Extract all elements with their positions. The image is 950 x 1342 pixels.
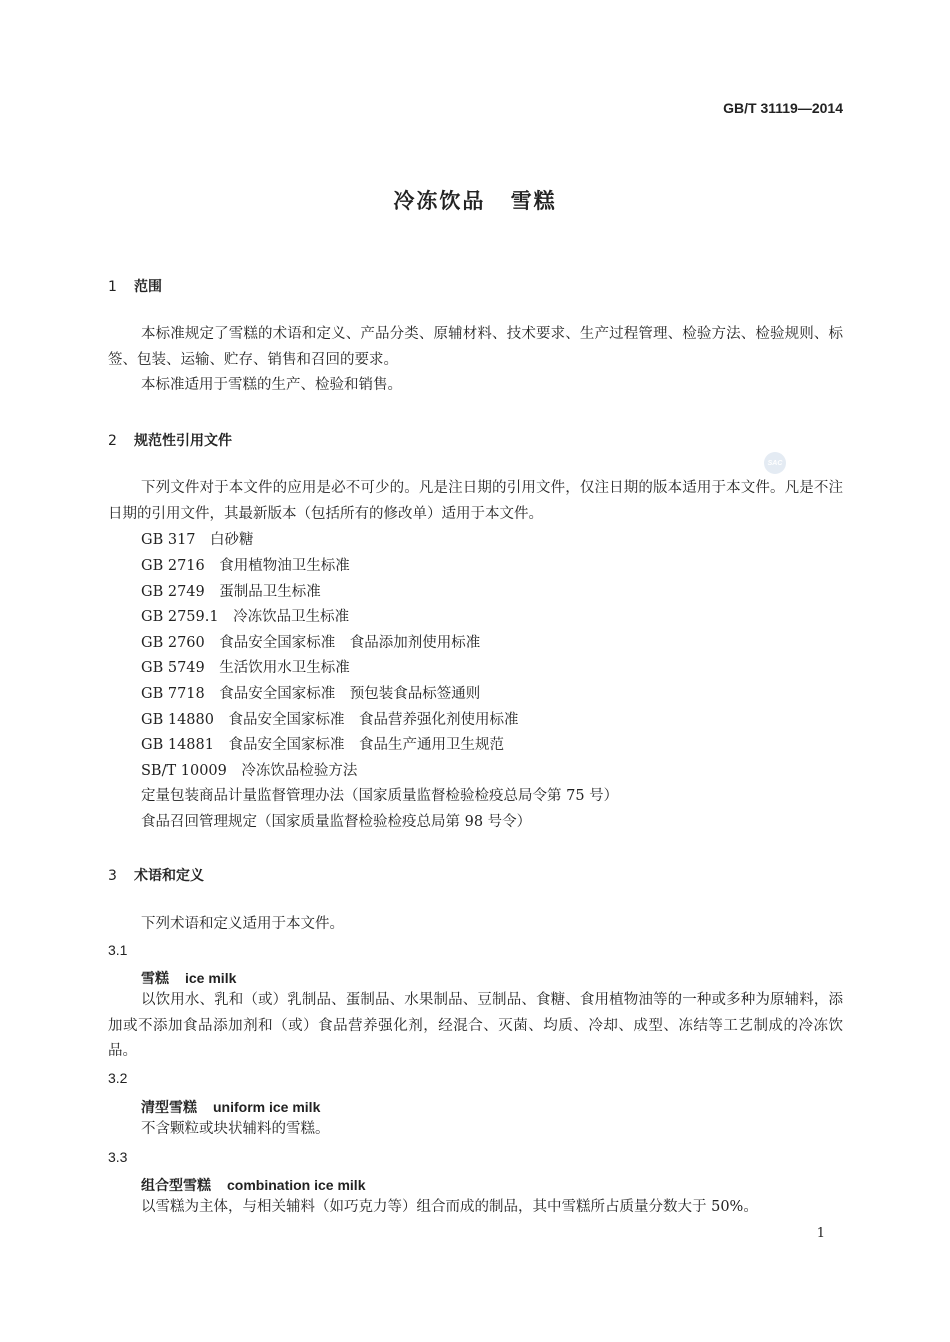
reference-item: GB 2749 蛋制品卫生标准 xyxy=(141,584,321,600)
reference-item: GB 14880 食品安全国家标准 食品营养强化剂使用标准 xyxy=(141,712,519,728)
scope-paragraph-2: 本标准适用于雪糕的生产、检验和销售。 xyxy=(141,377,402,393)
reference-item: GB 5749 生活饮用水卫生标准 xyxy=(141,660,350,676)
term-heading xyxy=(141,968,236,988)
reference-item: GB 7718 食品安全国家标准 预包装食品标签通则 xyxy=(141,686,481,702)
section-number: 3 xyxy=(108,868,117,884)
reference-item: 食品召回管理规定（国家质量监督检验检疫总局第 98 号令） xyxy=(141,814,532,830)
reference-item: GB 2759.1 冷冻饮品卫生标准 xyxy=(141,609,350,625)
reference-item: SB/T 10009 冷冻饮品检验方法 xyxy=(141,763,358,779)
terms-intro: 下列术语和定义适用于本文件。 xyxy=(141,916,344,932)
section-number: 1 xyxy=(108,279,117,295)
term-definition: 不含颗粒或块状辅料的雪糕。 xyxy=(141,1121,330,1137)
term-definition: 以饮用水、乳和（或）乳制品、蛋制品、水果制品、豆制品、食糖、食用植物油等的一种或多种为原辅料，添加或不添加食品添加剂和（或）食品营养强化剂，经混合、灭菌、均质、冷却、成型、冻结等工艺制成的冷冻饮品。 xyxy=(108,992,843,1059)
clause-number: 3.3 xyxy=(108,1149,128,1165)
scope-paragraph-1: 本标准规定了雪糕的术语和定义、产品分类、原辅材料、技术要求、生产过程管理、检验方法、检验规则、标签、包装、运输、贮存、销售和召回的要求。 xyxy=(108,326,843,368)
term-zh: 组合型雪糕 xyxy=(141,1178,211,1194)
reference-item: 定量包装商品计量监督管理办法（国家质量监督检验检疫总局令第 75 号） xyxy=(141,788,619,804)
reference-item: GB 2716 食用植物油卫生标准 xyxy=(141,558,350,574)
term-heading xyxy=(141,1175,365,1195)
sac-watermark: SAC xyxy=(764,452,786,474)
clause-number: 3.1 xyxy=(108,942,128,958)
section-title: 范围 xyxy=(134,279,162,295)
references-intro: 下列文件对于本文件的应用是必不可少的。凡是注日期的引用文件，仅注日期的版本适用于本文件。凡是不注日期的引用文件，其最新版本（包括所有的修改单）适用于本文件。 xyxy=(108,480,843,522)
document-title: 冷冻饮品 雪糕 xyxy=(393,189,557,213)
section-heading-terms xyxy=(108,865,204,885)
section-title: 规范性引用文件 xyxy=(134,433,232,449)
term-en: combination ice milk xyxy=(227,1177,366,1193)
clause-number: 3.2 xyxy=(108,1070,128,1086)
section-heading-scope xyxy=(108,276,162,296)
term-zh: 清型雪糕 xyxy=(141,1100,197,1116)
standard-code: GB/T 31119—2014 xyxy=(723,100,843,116)
page-number: 1 xyxy=(816,1226,825,1241)
reference-item: GB 317 白砂糖 xyxy=(141,532,254,548)
section-number: 2 xyxy=(108,433,117,449)
section-title: 术语和定义 xyxy=(134,868,204,884)
term-heading xyxy=(141,1097,320,1117)
term-definition: 以雪糕为主体，与相关辅料（如巧克力等）组合而成的制品，其中雪糕所占质量分数大于 50%。 xyxy=(141,1199,758,1215)
term-en: ice milk xyxy=(185,970,237,986)
term-en: uniform ice milk xyxy=(213,1099,321,1115)
reference-item: GB 2760 食品安全国家标准 食品添加剂使用标准 xyxy=(141,635,481,651)
section-heading-references xyxy=(108,430,232,450)
term-zh: 雪糕 xyxy=(141,971,169,987)
reference-item: GB 14881 食品安全国家标准 食品生产通用卫生规范 xyxy=(141,737,504,753)
